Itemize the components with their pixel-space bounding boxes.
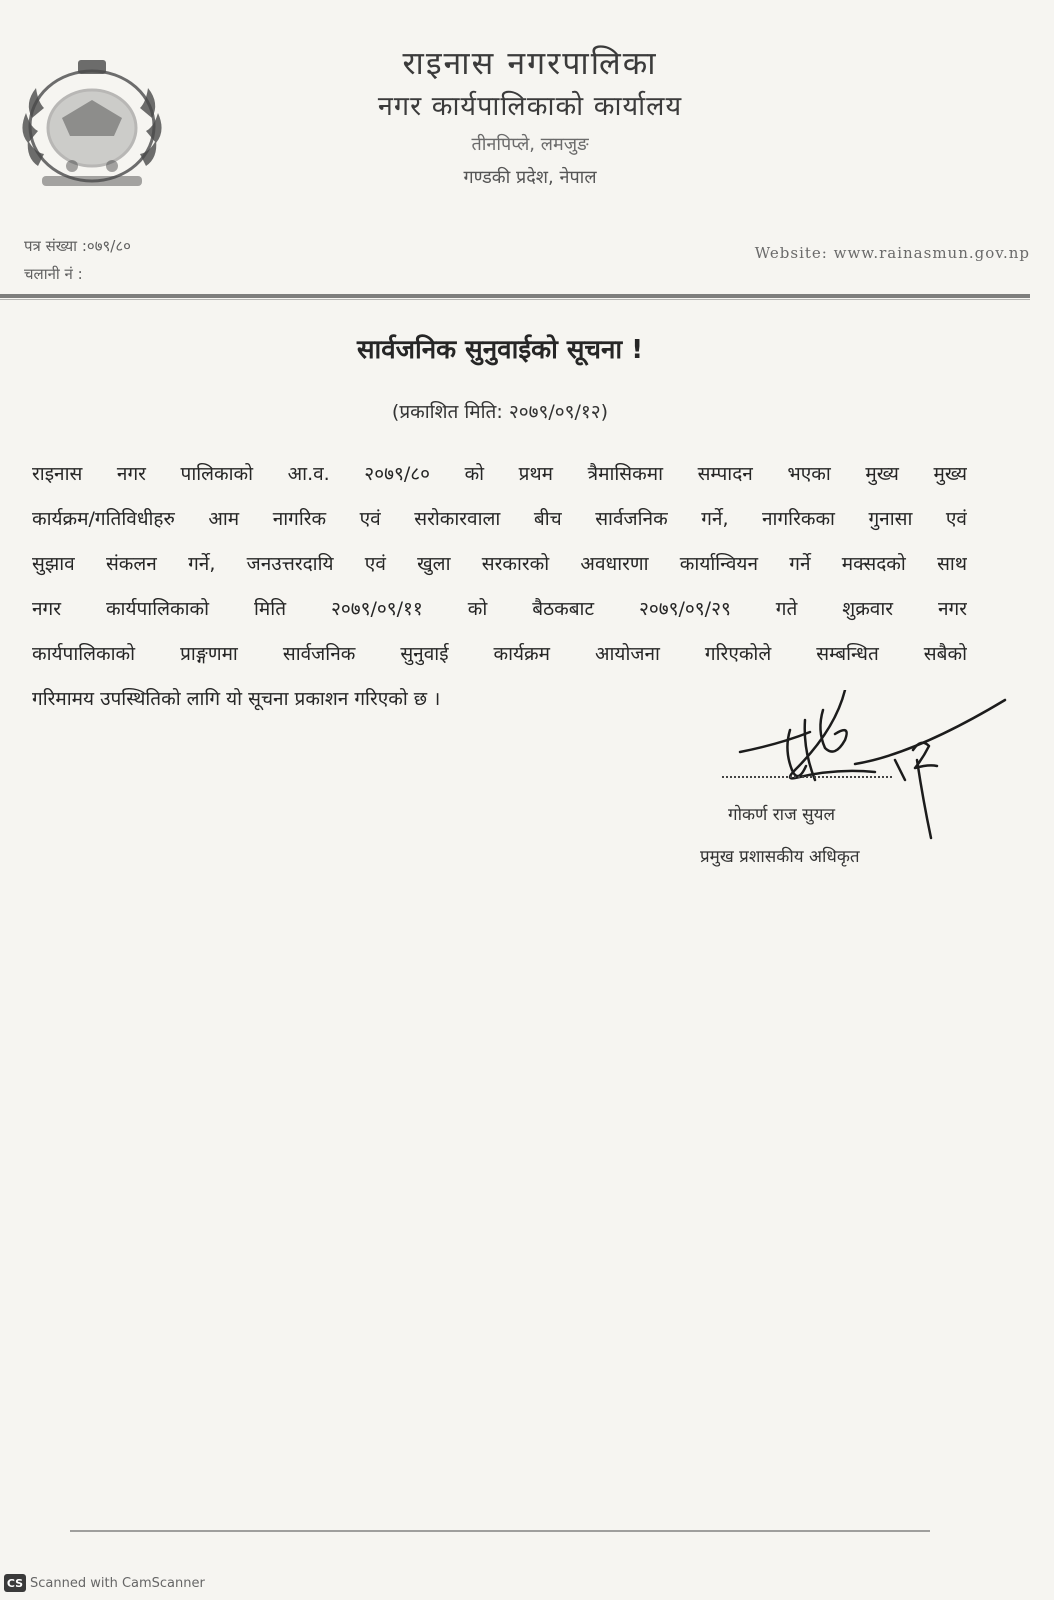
scanner-text: Scanned with CamScanner (30, 1575, 205, 1591)
website-link[interactable]: Website: www.rainasmun.gov.np (754, 244, 1030, 262)
government-emblem-icon (12, 48, 172, 198)
body-line: कार्यपालिकाको प्राङ्गणमा सार्वजनिक सुनुवाई कार्यक्रम आयोजना गरिएकोले सम्बन्धित सबैको (32, 643, 967, 665)
camscanner-icon: CS (4, 1574, 26, 1592)
body-line: सुझाव संकलन गर्ने, जनउत्तरदायि एवं खुला सरकारको अवधारणा कार्यान्वियन गर्ने मक्सदको साथ (32, 553, 967, 575)
province-country: गण्डकी प्रदेश, नेपाल (463, 167, 597, 188)
dispatch-number: चलानी नं : (24, 265, 83, 283)
published-date: (प्रकाशित मिति: २०७९/०९/१२) (391, 401, 609, 423)
notice-title: सार्वजनिक सुनुवाईको सूचना ! (356, 335, 644, 365)
letterhead (170, 40, 890, 194)
signer-title: प्रमुख प्रशासकीय अधिकृत (700, 847, 860, 867)
office-address: तीनपिप्ले, लमजुङ (471, 134, 589, 155)
signature-line (722, 776, 892, 778)
header-divider-thin (0, 299, 1030, 300)
municipality-name: राइनास नगरपालिका (402, 44, 658, 82)
body-line: कार्यक्रम/गतिविधीहरु आम नागरिक एवं सरोकारवाला बीच सार्वजनिक गर्ने, नागरिकका गुनासा एवं (32, 508, 967, 530)
notice-body (32, 452, 967, 722)
body-line: राइनास नगर पालिकाको आ.व. २०७९/८० को प्रथम त्रैमासिकमा सम्पादन भएका मुख्य मुख्य (32, 463, 967, 485)
body-line: नगर कार्यपालिकाको मिति २०७९/०९/११ को बैठकबाट २०७९/०९/२९ गते शुक्रवार नगर (32, 598, 967, 620)
letter-number: पत्र संख्या :०७९/८० (24, 237, 131, 255)
reference-block (24, 232, 131, 288)
office-name: नगर कार्यपालिकाको कार्यालय (377, 91, 683, 122)
scanner-watermark (4, 1573, 205, 1593)
body-line: गरिमामय उपस्थितिको लागि यो सूचना प्रकाशन गरिएको छ । (32, 688, 441, 710)
signer-name: गोकर्ण राज सुयल (728, 805, 835, 825)
header-divider (0, 294, 1030, 298)
footer-divider (70, 1530, 930, 1532)
